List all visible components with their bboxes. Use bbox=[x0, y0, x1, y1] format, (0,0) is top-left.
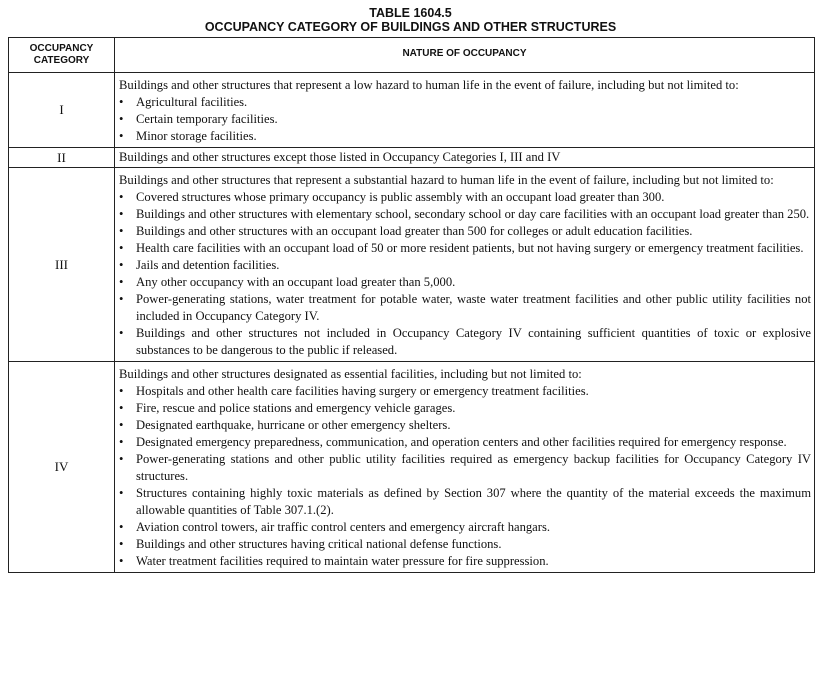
nature-intro: Buildings and other structures that represent a low hazard to human life in the event of failure, including but not limited to: bbox=[119, 78, 739, 92]
nature-cell bbox=[115, 362, 815, 573]
list-item: • Buildings and other structures with elementary school, secondary school or day care facilities with an occupant load greater than 250. bbox=[119, 206, 811, 223]
list-item: • Buildings and other structures with an occupant load greater than 500 for colleges or adult education facilities. bbox=[119, 223, 811, 240]
nature-intro: Buildings and other structures designated as essential facilities, including but not limited to: bbox=[119, 367, 582, 381]
list-item: • Designated emergency preparedness, communication, and operation centers and other facilities required for emergency response. bbox=[119, 434, 811, 451]
table-row bbox=[9, 73, 815, 148]
facility-list bbox=[119, 94, 811, 145]
table-row bbox=[9, 168, 815, 362]
header-category-line2: CATEGORY bbox=[33, 55, 90, 66]
list-item: • Jails and detention facilities. bbox=[119, 257, 811, 274]
list-item: • Fire, rescue and police stations and emergency vehicle garages. bbox=[119, 400, 811, 417]
table-body bbox=[9, 73, 815, 573]
nature-cell bbox=[115, 168, 815, 362]
list-item: • Designated earthquake, hurricane or other emergency shelters. bbox=[119, 417, 811, 434]
header-row bbox=[9, 38, 815, 73]
list-item: • Health care facilities with an occupant load of 50 or more resident patients, but not having surgery or emergency treatment facilities. bbox=[119, 240, 811, 257]
list-item: • Agricultural facilities. bbox=[119, 94, 811, 111]
header-category-line1: OCCUPANCY bbox=[29, 43, 94, 54]
list-item: • Power-generating stations and other public utility facilities required as emergency backup facilities for Occupancy Category IV structures. bbox=[119, 451, 811, 485]
header-nature-of-occupancy: NATURE OF OCCUPANCY bbox=[115, 38, 815, 73]
list-item: • Minor storage facilities. bbox=[119, 128, 811, 145]
table-title bbox=[0, 0, 821, 34]
table-row bbox=[9, 362, 815, 573]
list-item: • Aviation control towers, air traffic control centers and emergency aircraft hangars. bbox=[119, 519, 811, 536]
category-cell: I bbox=[9, 73, 115, 148]
list-item: • Any other occupancy with an occupant load greater than 5,000. bbox=[119, 274, 811, 291]
list-item: • Certain temporary facilities. bbox=[119, 111, 811, 128]
table-number: TABLE 1604.5 bbox=[369, 6, 452, 20]
list-item: • Hospitals and other health care facilities having surgery or emergency treatment facilities. bbox=[119, 383, 811, 400]
list-item: • Power-generating stations, water treatment for potable water, waste water treatment facilities and other public utility facilities not included in Occupancy Category IV. bbox=[119, 291, 811, 325]
nature-cell bbox=[115, 148, 815, 168]
nature-cell bbox=[115, 73, 815, 148]
list-item: • Buildings and other structures not included in Occupancy Category IV containing sufficient quantities of toxic or explosive substances to be dangerous to the public if released. bbox=[119, 325, 811, 359]
list-item: • Water treatment facilities required to maintain water pressure for fire suppression. bbox=[119, 553, 811, 570]
facility-list bbox=[119, 383, 811, 570]
category-cell: III bbox=[9, 168, 115, 362]
list-item: • Buildings and other structures having critical national defense functions. bbox=[119, 536, 811, 553]
list-item: • Structures containing highly toxic materials as defined by Section 307 where the quantity of the material exceeds the maximum allowable quantities of Table 307.1.(2). bbox=[119, 485, 811, 519]
header-occupancy-category bbox=[9, 38, 115, 73]
nature-intro: Buildings and other structures except those listed in Occupancy Categories I, III and IV bbox=[119, 150, 561, 164]
table-row bbox=[9, 148, 815, 168]
table-caption: OCCUPANCY CATEGORY OF BUILDINGS AND OTHER STRUCTURES bbox=[204, 20, 617, 34]
facility-list bbox=[119, 189, 811, 359]
nature-intro: Buildings and other structures that represent a substantial hazard to human life in the event of failure, including but not limited to: bbox=[119, 173, 774, 187]
category-cell: IV bbox=[9, 362, 115, 573]
occupancy-table bbox=[8, 37, 815, 573]
category-cell: II bbox=[9, 148, 115, 168]
list-item: • Covered structures whose primary occupancy is public assembly with an occupant load greater than 300. bbox=[119, 189, 811, 206]
